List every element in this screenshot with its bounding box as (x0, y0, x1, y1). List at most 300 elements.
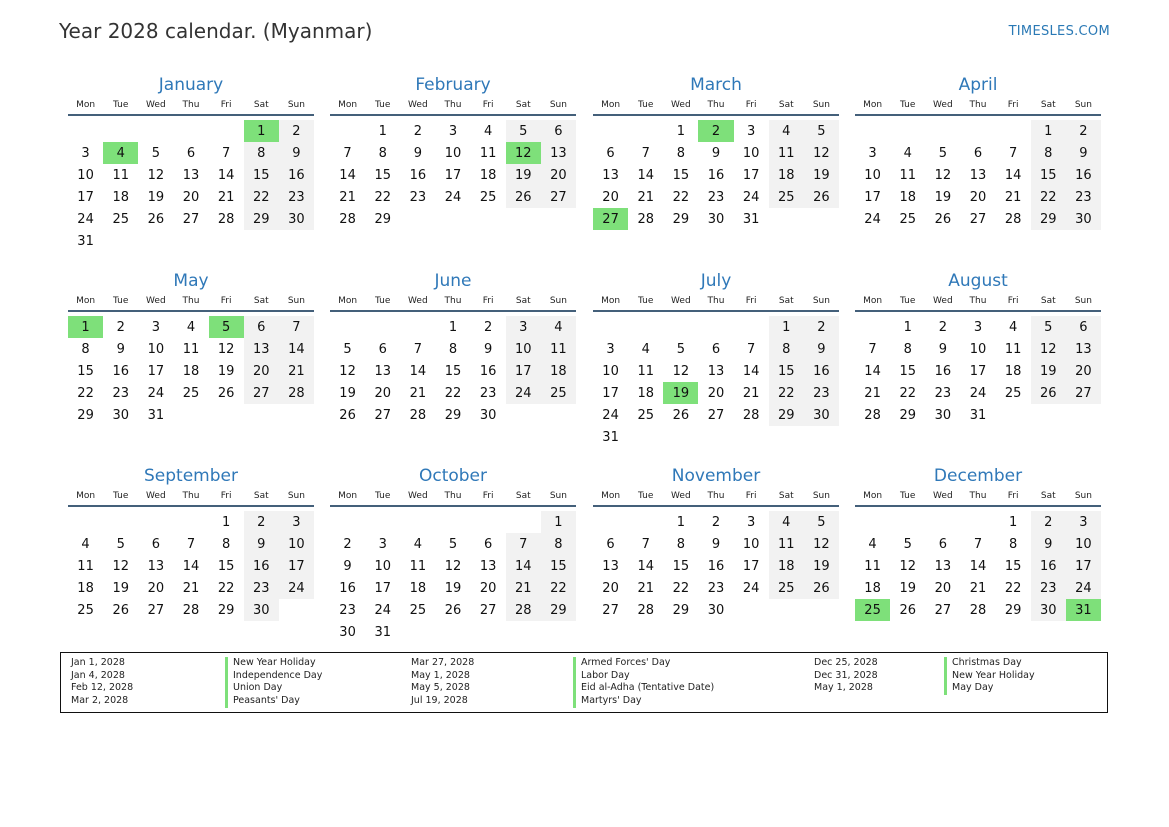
holiday-date: Mar 27, 2028 (411, 657, 475, 668)
empty-cell (173, 511, 208, 533)
weekday-label: Sun (1074, 100, 1092, 110)
weekday-header (68, 296, 314, 312)
day-cell: 15 (1031, 164, 1066, 186)
day-cell: 17 (602, 385, 619, 401)
day-cell: 20 (541, 164, 576, 186)
weekday-label: Mon (338, 491, 358, 501)
day-grid (68, 120, 314, 252)
weekday-header (855, 296, 1101, 312)
holiday-date: Dec 25, 2028 (814, 657, 878, 668)
day-cell: 20 (934, 580, 952, 596)
day-cell: 31 (374, 624, 391, 640)
weekday-label: Sat (253, 100, 269, 110)
day-cell: 21 (637, 189, 654, 205)
day-cell: 1 (541, 511, 576, 533)
day-cell: 25 (769, 577, 804, 599)
empty-cell (628, 316, 663, 338)
empty-cell (103, 120, 138, 142)
day-cell: 5 (448, 536, 458, 552)
weekday-label: Mon (338, 100, 358, 110)
day-cell: 19 (147, 189, 165, 205)
day-cell: 17 (147, 363, 165, 379)
holiday-day-cell: 4 (103, 142, 138, 164)
day-cell: 31 (969, 407, 987, 423)
day-cell: 24 (444, 189, 462, 205)
holiday-name: Peasants' Day (225, 695, 411, 708)
day-cell: 8 (541, 533, 576, 555)
day-cell: 3 (746, 123, 756, 139)
day-cell: 12 (112, 558, 129, 574)
day-cell: 5 (1031, 316, 1066, 338)
day-cell: 6 (1066, 316, 1101, 338)
holiday-date: Jan 1, 2028 (71, 657, 125, 668)
weekday-label: Sat (515, 491, 531, 501)
month-august (855, 270, 1101, 426)
day-cell: 5 (903, 536, 912, 552)
empty-cell (890, 120, 925, 142)
weekday-label: Mon (863, 491, 883, 501)
day-cell: 4 (641, 341, 650, 357)
weekday-label: Fri (482, 296, 494, 306)
empty-cell (960, 511, 995, 533)
day-cell: 26 (899, 602, 916, 618)
day-cell: 10 (1066, 533, 1101, 555)
day-cell: 27 (1066, 382, 1101, 404)
day-cell: 14 (1004, 167, 1022, 183)
day-cell: 17 (374, 580, 391, 596)
day-cell: 13 (1066, 338, 1101, 360)
weekday-label: Sat (1040, 491, 1056, 501)
empty-cell (628, 120, 663, 142)
day-cell: 25 (479, 189, 497, 205)
day-cell: 3 (378, 536, 387, 552)
day-cell: 3 (1066, 511, 1101, 533)
day-cell: 20 (147, 580, 165, 596)
day-cell: 24 (742, 189, 760, 205)
day-cell: 17 (864, 189, 881, 205)
month-name: March (690, 75, 742, 95)
day-cell: 8 (903, 341, 912, 357)
day-cell: 22 (444, 385, 462, 401)
day-cell: 11 (409, 558, 427, 574)
day-cell: 21 (217, 189, 235, 205)
day-cell: 12 (339, 363, 356, 379)
day-cell: 7 (641, 145, 650, 161)
weekday-label: Wed (671, 296, 691, 306)
month-may (68, 270, 314, 426)
day-cell: 29 (769, 404, 804, 426)
day-cell: 8 (769, 338, 804, 360)
day-cell: 15 (217, 558, 235, 574)
day-cell: 6 (711, 341, 721, 357)
day-cell: 21 (279, 360, 314, 382)
holiday-date: May 1, 2028 (814, 682, 873, 694)
day-cell: 3 (973, 319, 983, 335)
empty-cell (506, 511, 541, 533)
day-cell: 31 (77, 233, 94, 249)
day-cell: 11 (864, 558, 881, 574)
day-cell: 28 (637, 211, 654, 227)
day-cell: 14 (182, 558, 200, 574)
day-cell: 16 (707, 558, 725, 574)
weekday-label: Wed (146, 491, 166, 501)
day-cell: 21 (742, 385, 760, 401)
weekday-label: Tue (113, 100, 129, 110)
holiday-name: Eid al-Adha (Tentative Date) (573, 682, 814, 695)
month-name: August (948, 271, 1008, 291)
day-cell: 22 (1004, 580, 1022, 596)
day-cell: 6 (606, 536, 615, 552)
weekday-label: Thu (707, 491, 725, 501)
day-cell: 15 (672, 558, 690, 574)
empty-cell (996, 120, 1031, 142)
day-cell: 25 (112, 211, 129, 227)
weekday-header (855, 491, 1101, 507)
day-cell: 16 (934, 363, 952, 379)
day-cell: 1 (221, 514, 231, 530)
day-cell: 3 (81, 145, 90, 161)
day-cell: 20 (707, 385, 725, 401)
day-cell: 14 (742, 363, 760, 379)
empty-cell (471, 511, 506, 533)
weekday-label: Tue (900, 296, 916, 306)
day-cell: 26 (934, 211, 952, 227)
day-cell: 8 (221, 536, 231, 552)
day-cell: 23 (479, 385, 497, 401)
day-cell: 23 (279, 186, 314, 208)
day-cell: 21 (409, 385, 427, 401)
day-cell: 23 (934, 385, 952, 401)
day-cell: 3 (746, 514, 756, 530)
day-cell: 19 (339, 385, 356, 401)
day-cell: 13 (244, 338, 279, 360)
day-cell: 1 (769, 316, 804, 338)
weekday-label: Tue (638, 296, 654, 306)
day-cell: 22 (541, 577, 576, 599)
day-cell: 7 (221, 145, 231, 161)
day-cell: 14 (506, 555, 541, 577)
day-cell: 15 (374, 167, 391, 183)
day-cell: 4 (769, 120, 804, 142)
day-cell: 28 (279, 382, 314, 404)
weekday-label: Fri (1007, 491, 1019, 501)
day-cell: 28 (506, 599, 541, 621)
day-cell: 24 (864, 211, 881, 227)
day-cell: 26 (672, 407, 690, 423)
day-cell: 11 (769, 533, 804, 555)
weekday-label: Fri (1007, 296, 1019, 306)
holiday-name: New Year Holiday (225, 657, 411, 670)
holiday-day-cell: 25 (855, 599, 890, 621)
holiday-name: Martyrs' Day (573, 695, 814, 708)
day-cell: 15 (541, 555, 576, 577)
day-cell: 1 (676, 123, 685, 139)
day-cell: 26 (217, 385, 235, 401)
holiday-name: Armed Forces' Day (573, 657, 814, 670)
day-cell: 28 (742, 407, 760, 423)
day-cell: 3 (448, 123, 458, 139)
day-cell: 16 (707, 167, 725, 183)
day-cell: 28 (217, 211, 235, 227)
day-cell: 12 (672, 363, 690, 379)
day-cell: 9 (938, 341, 947, 357)
day-cell: 24 (1066, 577, 1101, 599)
empty-cell (734, 316, 769, 338)
weekday-label: Wed (933, 100, 953, 110)
holiday-date: Jan 4, 2028 (71, 669, 125, 681)
day-cell: 26 (804, 577, 839, 599)
day-cell: 2 (1031, 511, 1066, 533)
day-cell: 22 (374, 189, 391, 205)
day-cell: 16 (1031, 555, 1066, 577)
weekday-label: Mon (76, 296, 96, 306)
day-cell: 13 (602, 558, 619, 574)
day-cell: 1 (903, 319, 912, 335)
day-cell: 13 (707, 363, 725, 379)
day-cell: 12 (217, 341, 235, 357)
day-cell: 25 (769, 186, 804, 208)
day-cell: 13 (479, 558, 497, 574)
weekday-label: Mon (76, 100, 96, 110)
weekday-label: Mon (863, 100, 883, 110)
empty-cell (593, 316, 628, 338)
day-cell: 11 (899, 167, 916, 183)
day-cell: 6 (151, 536, 160, 552)
day-cell: 23 (112, 385, 129, 401)
weekday-label: Tue (375, 296, 391, 306)
weekday-label: Sat (1040, 100, 1056, 110)
day-cell: 14 (279, 338, 314, 360)
holiday-name: Labor Day (573, 670, 814, 683)
weekday-label: Thu (182, 100, 200, 110)
holiday-name: Union Day (225, 682, 411, 695)
month-june (330, 270, 576, 426)
day-cell: 25 (77, 602, 94, 618)
day-cell: 19 (804, 555, 839, 577)
month-april (855, 74, 1101, 230)
weekday-header (330, 296, 576, 312)
day-cell: 20 (244, 360, 279, 382)
day-cell: 27 (182, 211, 200, 227)
month-september (68, 465, 314, 621)
day-cell: 26 (804, 186, 839, 208)
holiday-name: Independence Day (225, 670, 411, 683)
day-cell: 17 (444, 167, 462, 183)
day-cell: 6 (973, 145, 983, 161)
day-cell: 16 (279, 164, 314, 186)
day-cell: 17 (1066, 555, 1101, 577)
holiday-day-cell: 19 (663, 382, 698, 404)
day-cell: 23 (339, 602, 356, 618)
day-cell: 25 (409, 602, 427, 618)
day-cell: 17 (742, 558, 760, 574)
day-cell: 17 (77, 189, 94, 205)
day-cell: 27 (602, 602, 619, 618)
day-cell: 2 (343, 536, 352, 552)
day-cell: 3 (506, 316, 541, 338)
day-cell: 30 (707, 602, 725, 618)
weekday-label: Thu (707, 100, 725, 110)
holiday-list (71, 657, 1101, 708)
day-cell: 23 (707, 189, 725, 205)
day-cell: 22 (672, 189, 690, 205)
empty-cell (330, 120, 365, 142)
site-link[interactable]: TIMESLES.COM (1008, 24, 1110, 39)
day-cell: 27 (479, 602, 497, 618)
weekday-label: Thu (707, 296, 725, 306)
holiday-date: Jul 19, 2028 (411, 695, 468, 707)
holiday-name: Christmas Day (944, 657, 1104, 670)
day-cell: 11 (769, 142, 804, 164)
day-cell: 25 (637, 407, 654, 423)
day-cell: 9 (343, 558, 352, 574)
empty-cell (173, 120, 208, 142)
day-cell: 23 (707, 580, 725, 596)
day-cell: 9 (711, 145, 721, 161)
day-cell: 7 (413, 341, 422, 357)
day-cell: 24 (374, 602, 391, 618)
weekday-label: Thu (444, 491, 462, 501)
month-name: September (144, 466, 238, 486)
day-cell: 30 (707, 211, 725, 227)
day-cell: 25 (1004, 385, 1022, 401)
holiday-day-cell: 2 (698, 120, 733, 142)
day-cell: 8 (1031, 142, 1066, 164)
day-cell: 26 (1031, 382, 1066, 404)
empty-cell (593, 511, 628, 533)
day-cell: 5 (343, 341, 352, 357)
day-cell: 4 (483, 123, 493, 139)
day-cell: 15 (1004, 558, 1022, 574)
day-cell: 30 (1066, 208, 1101, 230)
weekday-label: Fri (745, 491, 757, 501)
day-cell: 10 (864, 167, 881, 183)
day-cell: 10 (742, 536, 760, 552)
day-cell: 8 (81, 341, 90, 357)
holiday-day-cell: 1 (68, 316, 103, 338)
empty-cell (68, 511, 103, 533)
day-cell: 29 (1031, 208, 1066, 230)
day-cell: 26 (112, 602, 129, 618)
day-cell: 22 (899, 385, 916, 401)
day-cell: 13 (374, 363, 391, 379)
day-cell: 13 (934, 558, 952, 574)
weekday-label: Wed (933, 296, 953, 306)
weekday-label: Tue (113, 491, 129, 501)
day-cell: 17 (969, 363, 987, 379)
weekday-label: Fri (220, 491, 232, 501)
day-cell: 27 (969, 211, 987, 227)
day-cell: 28 (969, 602, 987, 618)
holiday-day-cell: 27 (593, 208, 628, 230)
day-cell: 21 (969, 580, 987, 596)
month-july (593, 270, 839, 448)
empty-cell (400, 316, 435, 338)
page-title: Year 2028 calendar. (Myanmar) (59, 19, 373, 43)
day-cell: 21 (637, 580, 654, 596)
day-cell: 5 (116, 536, 125, 552)
weekday-label: Thu (444, 100, 462, 110)
day-cell: 17 (506, 360, 541, 382)
day-cell: 11 (77, 558, 94, 574)
day-cell: 24 (506, 382, 541, 404)
day-cell: 2 (116, 319, 125, 335)
day-cell: 7 (973, 536, 983, 552)
day-cell: 8 (378, 145, 387, 161)
day-grid (855, 316, 1101, 426)
day-cell: 10 (742, 145, 760, 161)
weekday-label: Sat (1040, 296, 1056, 306)
day-cell: 18 (409, 580, 427, 596)
empty-cell (68, 120, 103, 142)
month-march (593, 74, 839, 230)
month-december (855, 465, 1101, 621)
day-cell: 15 (672, 167, 690, 183)
day-cell: 23 (804, 382, 839, 404)
day-cell: 19 (899, 580, 916, 596)
weekday-label: Wed (146, 100, 166, 110)
day-cell: 19 (217, 363, 235, 379)
day-cell: 11 (541, 338, 576, 360)
day-cell: 9 (483, 341, 493, 357)
day-cell: 30 (804, 404, 839, 426)
day-cell: 10 (279, 533, 314, 555)
holiday-day-cell: 12 (506, 142, 541, 164)
month-name: May (173, 271, 209, 291)
day-cell: 15 (444, 363, 462, 379)
day-cell: 4 (541, 316, 576, 338)
day-cell: 27 (244, 382, 279, 404)
day-cell: 23 (409, 189, 427, 205)
day-cell: 29 (541, 599, 576, 621)
day-cell: 4 (903, 145, 912, 161)
day-cell: 30 (934, 407, 952, 423)
weekday-label: Sat (253, 296, 269, 306)
day-cell: 14 (217, 167, 235, 183)
weekday-label: Thu (182, 296, 200, 306)
weekday-label: Fri (220, 296, 232, 306)
day-cell: 14 (637, 167, 654, 183)
weekday-label: Thu (182, 491, 200, 501)
day-cell: 11 (1004, 341, 1022, 357)
day-cell: 9 (1031, 533, 1066, 555)
day-cell: 24 (969, 385, 987, 401)
day-cell: 26 (506, 186, 541, 208)
day-cell: 5 (804, 511, 839, 533)
day-cell: 14 (637, 558, 654, 574)
day-cell: 30 (244, 599, 279, 621)
day-cell: 12 (934, 167, 952, 183)
day-cell: 15 (769, 360, 804, 382)
weekday-header (68, 491, 314, 507)
weekday-header (593, 100, 839, 116)
day-cell: 30 (479, 407, 497, 423)
day-cell: 16 (409, 167, 427, 183)
holiday-legend (60, 652, 1108, 713)
day-cell: 8 (1008, 536, 1018, 552)
day-cell: 15 (244, 164, 279, 186)
day-cell: 27 (374, 407, 391, 423)
weekday-label: Fri (220, 100, 232, 110)
day-cell: 12 (1031, 338, 1066, 360)
day-cell: 31 (742, 211, 760, 227)
day-cell: 31 (147, 407, 165, 423)
day-cell: 4 (769, 511, 804, 533)
day-cell: 2 (279, 120, 314, 142)
weekday-label: Sun (287, 100, 305, 110)
day-cell: 29 (374, 211, 391, 227)
weekday-label: Sun (287, 491, 305, 501)
